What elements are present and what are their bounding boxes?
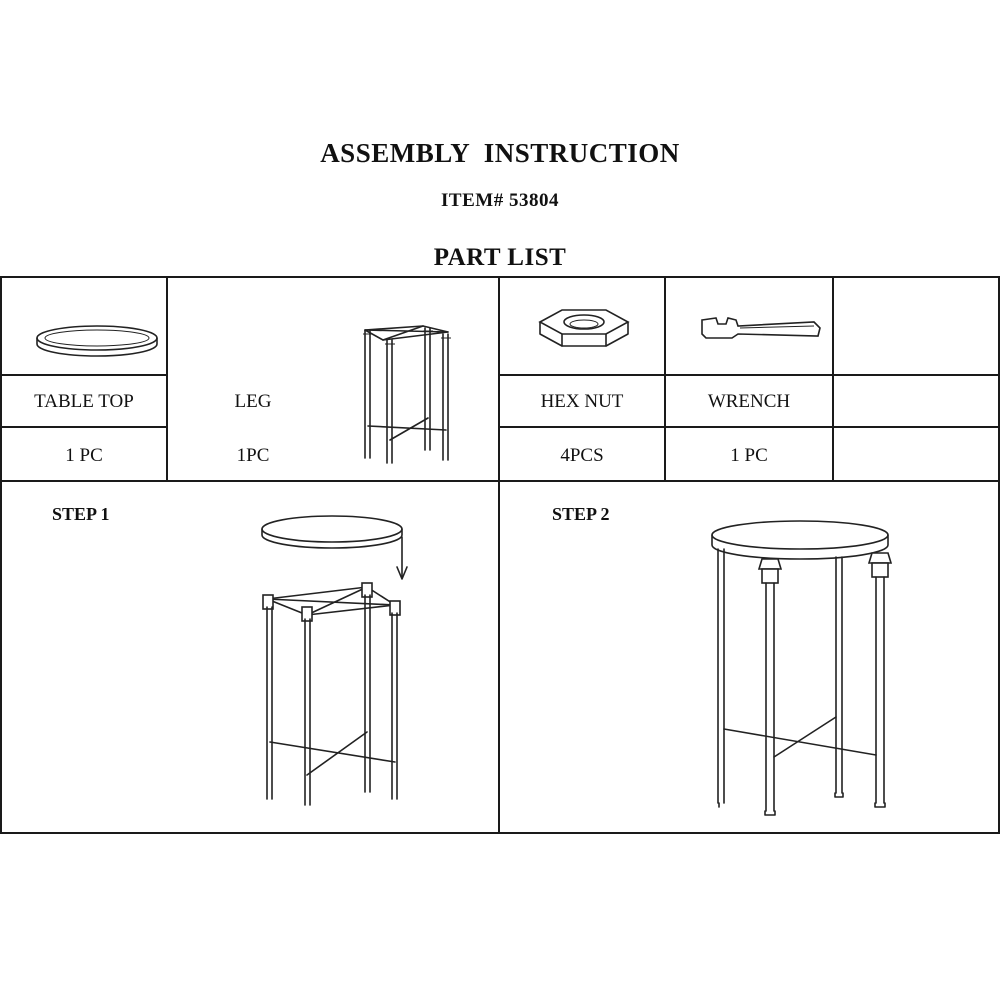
wrench-image-cell	[664, 276, 834, 376]
hex-nut-name-cell	[498, 374, 666, 428]
wrench-icon	[666, 278, 836, 378]
empty-name-cell	[832, 374, 1000, 428]
part-quantity: 1PC	[236, 445, 270, 466]
part-quantity: 1 PC	[730, 445, 768, 466]
hex-nut-image-cell	[498, 276, 666, 376]
wrench-name-cell	[664, 374, 834, 428]
leg-frame-icon	[353, 318, 473, 468]
part-name: WRENCH	[707, 391, 791, 412]
hex-nut-qty-cell	[498, 426, 666, 482]
step-1-panel	[0, 480, 500, 834]
hex-nut-icon	[500, 278, 668, 378]
leg-cell	[166, 276, 500, 482]
step-label: STEP 1	[52, 504, 110, 524]
part-name: HEX NUT	[540, 391, 624, 412]
part-name: TABLE TOP	[34, 391, 134, 412]
part-quantity: 1 PC	[65, 445, 103, 466]
part-name: LEG	[234, 391, 272, 412]
part-quantity: 4PCS	[560, 445, 604, 466]
table-top-icon	[2, 278, 170, 378]
assembled-table-icon	[708, 517, 908, 817]
wrench-qty-cell	[664, 426, 834, 482]
page-title: ASSEMBLY INSTRUCTION	[320, 138, 680, 168]
table-top-name-cell	[0, 374, 168, 428]
step-2-panel	[498, 480, 1000, 834]
table-top-qty-cell	[0, 426, 168, 482]
empty-qty-cell	[832, 426, 1000, 482]
part-list-heading: PART LIST	[433, 244, 567, 271]
empty-image-cell	[832, 276, 1000, 376]
step-label: STEP 2	[552, 504, 610, 524]
table-top-over-leg-frame-icon	[247, 507, 447, 817]
table-top-image-cell	[0, 276, 168, 376]
item-number: ITEM# 53804	[441, 190, 559, 211]
